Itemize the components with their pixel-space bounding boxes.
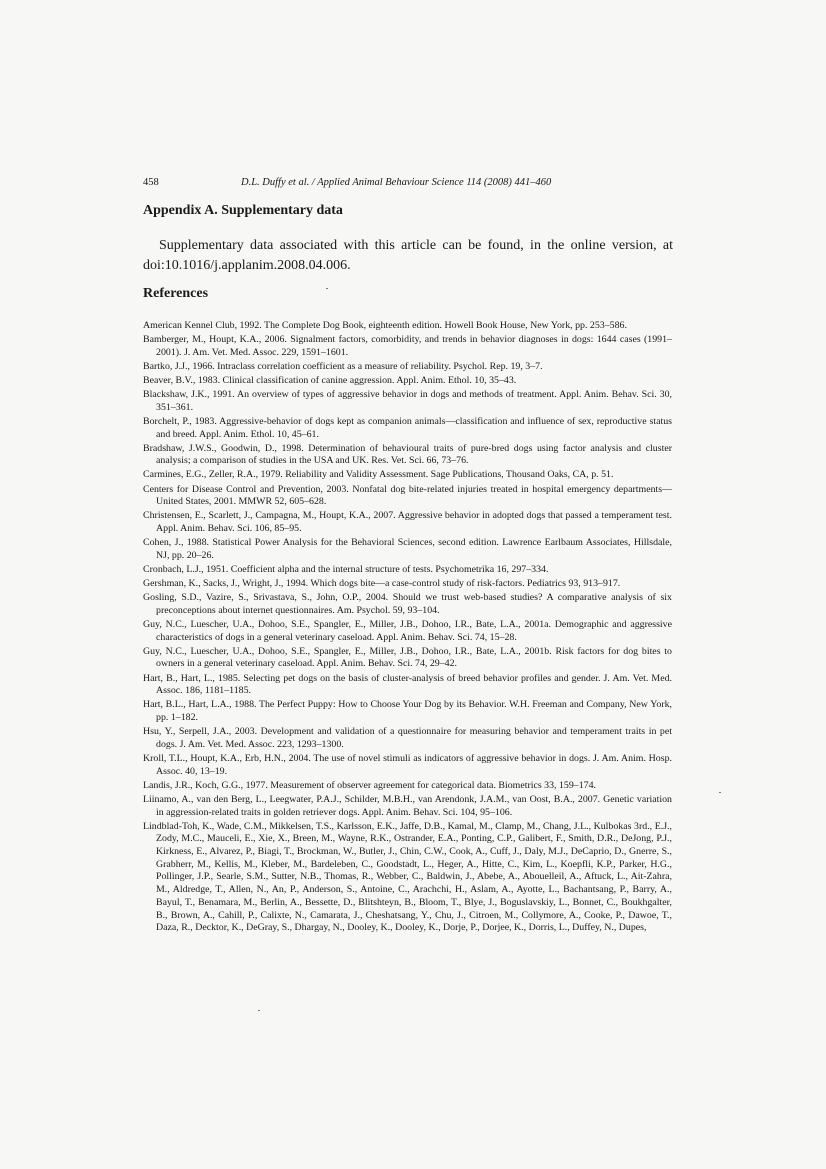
reference-item: Gershman, K., Sacks, J., Wright, J., 1994. Which dogs bite—a case-control study of risk-factors. Pediatrics 93, 913–917.	[143, 578, 621, 590]
reference-item: Hart, B.L., Hart, L.A., 1988. The Perfect Puppy: How to Choose Your Dog by its Behavior. W.H. Freeman and Company, New York, pp. 1–182.	[143, 699, 672, 724]
reference-item: Centers for Disease Control and Prevention, 2003. Nonfatal dog bite-related injuries treated in hospital emergency departments—United States, 2001. MMWR 52, 605–628.	[143, 483, 672, 508]
scan-speck	[258, 1010, 260, 1011]
scan-speck	[719, 792, 721, 793]
reference-item: Kroll, T.L., Houpt, K.A., Erb, H.N., 2004. The use of novel stimuli as indicators of aggressive behavior in dogs. J. Am. Anim. Hosp. Assoc. 40, 13–19.	[143, 752, 672, 777]
reference-item: American Kennel Club, 1992. The Complete Dog Book, eighteenth edition. Howell Book House, New York, pp. 253–586.	[143, 320, 627, 331]
reference-item: Guy, N.C., Luescher, U.A., Dohoo, S.E., Spangler, E., Miller, J.B., Dohoo, I.R., Bate, L.A., 2001a. Demographic and aggressive characteristics of dogs in a general veterinary caseload. Appl. Anim. Behav. Sci. 74, 15–28.	[143, 618, 672, 643]
reference-item: Liinamo, A., van den Berg, L., Leegwater, P.A.J., Schilder, M.B.H., van Arendonk, J.A.M., van Oost, B.A., 2007. Genetic variation in aggression-related traits in golden retriever dogs. Appl. Anim. Behav. Sci. 104, 95–106.	[143, 793, 672, 818]
reference-item: Guy, N.C., Luescher, U.A., Dohoo, S.E., Spangler, E., Miller, J.B., Dohoo, I.R., Bate, L.A., 2001b. Risk factors for dog bites to owners in a general veterinary caseload. Appl. Anim. Behav. Sci. 74, 29–42.	[143, 645, 672, 670]
reference-item: Borchelt, P., 1983. Aggressive-behavior of dogs kept as companion animals—classification and influence of sex, reproductive status and breed. Appl. Anim. Ethol. 10, 45–61.	[143, 415, 672, 440]
appendix-heading: Appendix A. Supplementary data	[143, 203, 343, 218]
reference-item: Blackshaw, J.K., 1991. An overview of types of aggressive behavior in dogs and methods of treatment. Appl. Anim. Behav. Sci. 30, 351–361.	[143, 389, 672, 413]
reference-item: Gosling, S.D., Vazire, S., Srivastava, S., John, O.P., 2004. Should we trust web-based studies? A comparative analysis of six preconceptions about internet questionnaires. Am. Psychol. 59, 93–104.	[143, 592, 672, 616]
reference-item: Bamberger, M., Houpt, K.A., 2006. Signalment factors, comorbidity, and trends in behavior diagnoses in dogs: 1644 cases (1991–2001). J. Am. Vet. Med. Assoc. 229, 1591–1601.	[143, 334, 672, 358]
reference-item: Hsu, Y., Serpell, J.A., 2003. Development and validation of a questionnaire for measuring behavior and temperament traits in pet dogs. J. Am. Vet. Med. Assoc. 223, 1293–1300.	[143, 726, 672, 750]
reference-item: Bartko, J.J., 1966. Intraclass correlation coefficient as a measure of reliability. Psychol. Rep. 19, 3–7.	[143, 360, 543, 372]
reference-item: Carmines, E.G., Zeller, R.A., 1979. Reliability and Validity Assessment. Sage Publications, Thousand Oaks, CA, p. 51.	[143, 469, 614, 481]
reference-item: Beaver, B.V., 1983. Clinical classification of canine aggression. Appl. Anim. Ethol. 10, 35–43.	[143, 374, 517, 386]
reference-item: Bradshaw, J.W.S., Goodwin, D., 1998. Determination of behavioural traits of pure-bred dogs using factor analysis and cluster analysis; a comparison of studies in the USA and UK. Res. Vet. Sci. 66, 73–76.	[143, 442, 672, 467]
reference-item: Cronbach, L.J., 1951. Coefficient alpha and the internal structure of tests. Psychometrika 16, 297–334.	[143, 563, 549, 575]
reference-item: Landis, J.R., Koch, G.G., 1977. Measurement of observer agreement for categorical data. Biometrics 33, 159–174.	[143, 779, 597, 791]
scan-speck	[326, 288, 328, 289]
reference-item: Cohen, J., 1988. Statistical Power Analysis for the Behavioral Sciences, second edition. Lawrence Earlbaum Associates, Hillsdale, NJ, pp. 20–26.	[143, 537, 672, 561]
reference-item: Lindblad-Toh, K., Wade, C.M., Mikkelsen, T.S., Karlsson, E.K., Jaffe, D.B., Kamal, M., Clamp, M., Chang, J.L., Kulbokas 3rd., E.J., Zody, M.C., Mauceli, E., Xie, X., Breen, M., Wayne, R.K., Ostrander, E.A., Ponting, C.P., Galibert, F., Smith, D.R., DeJong, P.J., Kirkness, E., Alvarez, P., Biagi, T., Brockman, W., Butler, J., Chin, C.W., Cook, A., Cuff, J., Daly, M.J., DeCaprio, D., Gnerre, S., Grabherr, M., Kellis, M., Kleber, M., Bardeleben, C., Goodstadt, L., Heger, A., Hitte, C., Kim, L., Koepfli, K.P., Parker, H.G., Pollinger, J.P., Searle, S.M., Sutter, N.B., Thomas, R., Webber, C., Baldwin, J., Abebe, A., Abouelleil, A., Aftuck, L., Ait-Zahra, M., Aldredge, T., Allen, N., An, P., Anderson, S., Antoine, C., Arachchi, H., Aslam, A., Ayotte, L., Bachantsang, P., Barry, A., Bayul, T., Benamara, M., Berlin, A., Bessette, D., Blitshteyn, B., Bloom, T., Blye, J., Boguslavskiy, L., Bonnet, C., Boukhgalter, B., Brown, A., Cahill, P., Calixte, N., Camarata, J., Cheshatsang, Y., Chu, J., Citroen, M., Collymore, A., Cooke, P., Dawoe, T., Daza, R., Decktor, K., DeGray, S., Dhargay, N., Dooley, K., Dooley, K., Dorje, P., Dorjee, K., Dorris, L., Duffey, N., Dupes,	[143, 820, 672, 934]
reference-item: Hart, B., Hart, L., 1985. Selecting pet dogs on the basis of cluster-analysis of breed behavior profiles and gender. J. Am. Vet. Med. Assoc. 186, 1181–1185.	[143, 672, 672, 697]
running-title: D.L. Duffy et al. / Applied Animal Behaviour Science 114 (2008) 441–460	[241, 177, 552, 188]
references-heading: References	[143, 286, 209, 301]
page-number: 458	[143, 177, 159, 188]
supplementary-text: Supplementary data associated with this article can be found, in the online version, at doi:10.1016/j.applanim.2008.04.006.	[143, 238, 673, 273]
reference-item: Christensen, E., Scarlett, J., Campagna, M., Houpt, K.A., 2007. Aggressive behavior in adopted dogs that passed a temperament test. Appl. Anim. Behav. Sci. 106, 85–95.	[143, 510, 672, 535]
reference-list	[143, 320, 672, 936]
